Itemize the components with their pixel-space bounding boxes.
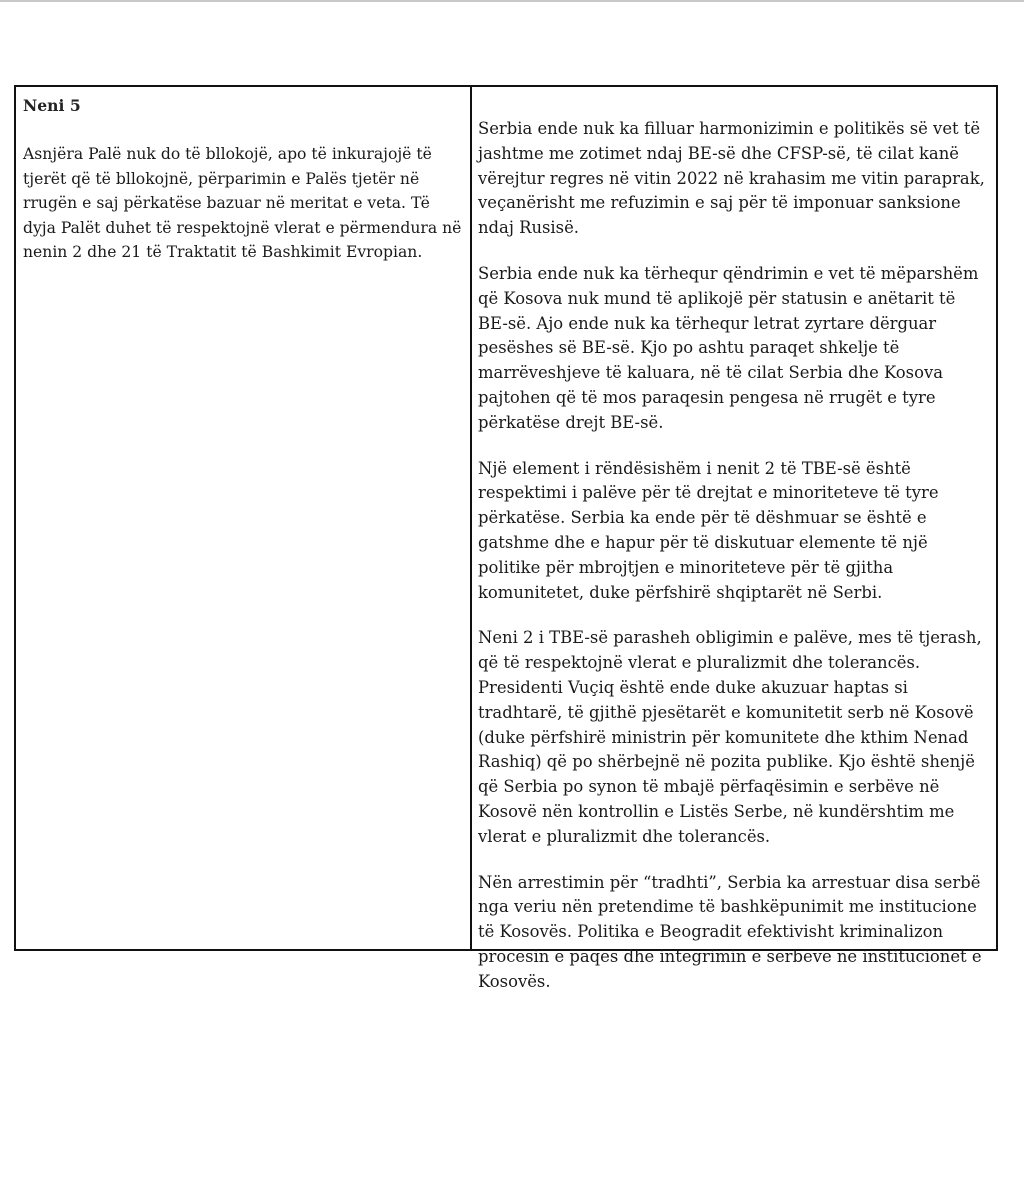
article-text: Asnjëra Palë nuk do të bllokojë, apo të inkurajojë të tjerët që të bllokojnë, përparimin e Palës tjetër në rrugën e saj përkatëse bazuar në meritat e veta. Të dyja Palët duhet të respektojnë vlerat e përmendura në nenin 2 dhe 21 të Traktatit të Bashkimit Evropian. — [23, 145, 462, 261]
commentary-paragraph-2: Serbia ende nuk ka tërhequr qëndrimin e vet të mëparshëm që Kosova nuk mund të aplikojë për statusin e anëtarit të BE-së. Ajo ende nuk ka tërhequr letrat zyrtare dërguar pesëshes së BE-së. Kjo po ashtu paraqet shkelje të marrëveshjeve të kaluara, në të cilat Serbia dhe Kosova pajtohen që të mos paraqesin pengesa në rrugët e tyre përkatëse drejt BE-së. — [478, 263, 979, 432]
document-table — [14, 85, 998, 991]
commentary-paragraph-4: Neni 2 i TBE-së parasheh obligimin e palëve, mes të tjerash, që të respektojnë vlerat e pluralizmit dhe tolerancës. Presidenti Vuçiq është ende duke akuzuar haptas si tradhtarë, të gjithë pjesëtarët e komunitetit serb në Kosovë (duke përfshirë ministrin për komunitete dhe kthim Nenad Rashiq) që po shërbejnë në pozita publike. Kjo është shenjë që Serbia po synon të mbajë përfaqësimin e serbëve në Kosovë nën kontrollin e Listës Serbe, në kundërshtim me vlerat e pluralizmit dhe tolerancës. — [478, 628, 982, 846]
article-title: Neni 5 — [23, 96, 81, 115]
commentary-paragraph-5: Nën arrestimin për “tradhti”, Serbia ka arrestuar disa serbë nga veriu nën pretendime të bashkëpunimit me institucione të Kosovës. Politika e Beogradit efektivisht kriminalizon procesin e paqes dhe integrimin e serbëve në institucionet e Kosovës. — [478, 872, 982, 991]
commentary-paragraph-3: Një element i rëndësishëm i nenit 2 të TBE-së është respektimi i palëve për të drejtat e minoriteteve të tyre përkatëse. Serbia ka ende për të dëshmuar se është e gatshme dhe e hapur për të diskutuar elemente të një politike për mbrojtjen e minoriteteve për të gjitha komunitetet, duke përfshirë shqiptarët në Serbi. — [478, 458, 939, 602]
commentary-paragraph-1: Serbia ende nuk ka filluar harmonizimin e politikës së vet të jashtme me zotimet ndaj BE-së dhe CFSP-së, të cilat kanë vërejtur regres në vitin 2022 në krahasim me vitin paraprak, veçanërisht me refuzimin e saj për të imponuar sanksione ndaj Rusisë. — [478, 119, 985, 238]
left-column — [16, 87, 472, 949]
right-column — [472, 87, 996, 991]
top-divider — [0, 0, 1024, 2]
